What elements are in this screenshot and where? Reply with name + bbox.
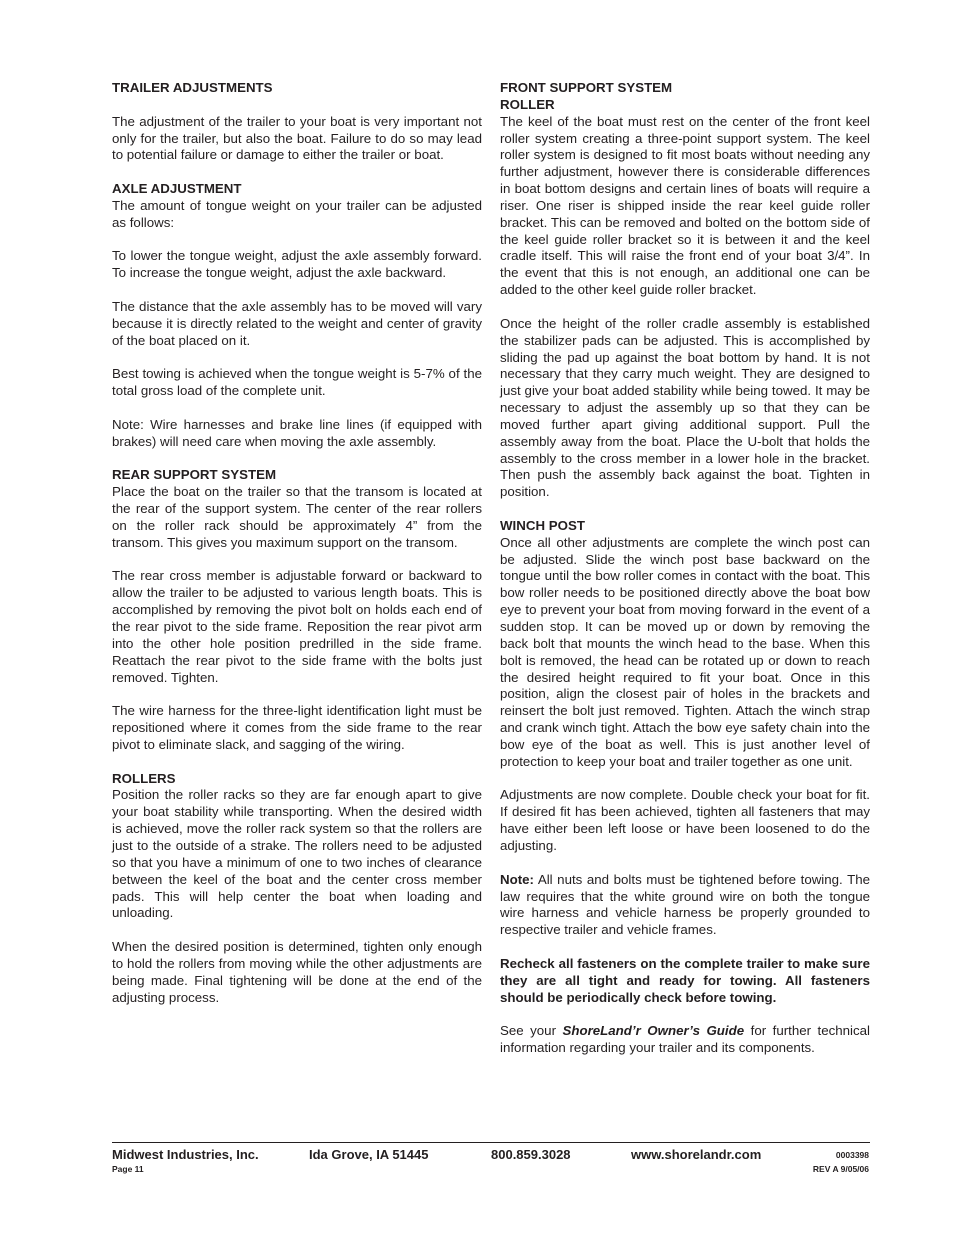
- rollers-paragraph-2-block: [112, 939, 482, 1006]
- footer-phone: 800.859.3028: [491, 1147, 571, 1162]
- heading-rollers: ROLLERS: [112, 770, 176, 786]
- footer-city: Ida Grove, IA 51445: [309, 1147, 429, 1162]
- section-rollers: [112, 771, 482, 923]
- section-trailer-adjustments: [112, 80, 482, 97]
- section-front-support: [500, 80, 870, 299]
- heading-rear-support-system: REAR SUPPORT SYSTEM: [112, 467, 277, 483]
- section-axle-adjustment: [112, 181, 482, 232]
- heading-front-support-system: FRONT SUPPORT SYSTEM: [500, 80, 673, 95]
- section-winch-post: [500, 518, 870, 771]
- axle-paragraph-2-block: [112, 248, 482, 282]
- trailer-adjustments-paragraph: The adjustment of the trailer to your boat is very important not only for the trailer, but also the boat. Failure to do so may lead to potential failure or damage to either the trailer or boat.: [112, 113, 482, 163]
- recheck-block: [500, 956, 870, 1007]
- see-guide-paragraph: [500, 1023, 870, 1057]
- axle-paragraph-3-block: [112, 299, 482, 350]
- axle-paragraph-5: Note: Wire harnesses and brake line lines (if equipped with brakes) will need care when moving the axle assembly.: [112, 416, 482, 449]
- note-paragraph: [500, 872, 870, 939]
- front-paragraph-1: The keel of the boat must rest on the center of the front keel roller system creating a three-point support system. The keel roller system is designed to fit most boats without needing any further adjustment, however there is considerable differences in boat bottom designs and certain lines of boats will require a riser. One riser is shipped inside the rear keel guide roller bracket. This can be removed and bolted on the bottom side of the keel guide roller bracket so it is between it and the keel cradle itself. This will raise the front end of your boat 3/4”. In the event that this is not enough, an additional one can be added to the other keel guide roller bracket.: [500, 113, 870, 298]
- trailer-adjustments-body: [112, 114, 482, 165]
- rear-paragraph-2-block: [112, 568, 482, 686]
- note-block: [500, 872, 870, 939]
- axle-paragraph-5-block: [112, 417, 482, 451]
- owners-guide-title: ShoreLand’r Owner’s Guide: [562, 1023, 745, 1039]
- front-paragraph-2: Once the height of the roller cradle assembly is established the stabilizer pads can be adjusted. This is accomplished by sliding the pad up against the boat bottom by hand. It is not necessary that they carry much weight. They are designed to just give your boat added stability while being towed. It may be necessary to adjust the assembly up so that they can be moved further apart giving additional support. Pull the assembly away from the boat. Place the U-bolt that holds the assembly to the cross member in a lower hole in the bracket. Then push the assembly back against the boat. Tighten in position.: [500, 315, 870, 500]
- footer-company: Midwest Industries, Inc.: [112, 1147, 259, 1162]
- winch-paragraph-2: Adjustments are now complete. Double check your boat for fit. If desired fit has been achieved, tighten all fasteners that may have either been left loose or have been loosened to do the adjusting.: [500, 787, 870, 853]
- left-column: [112, 80, 482, 1023]
- footer-revision: REV A 9/05/06: [812, 1164, 869, 1174]
- note-label: Note:: [500, 871, 534, 887]
- right-column: [500, 80, 870, 1074]
- see-guide-block: [500, 1023, 870, 1057]
- footer-doc-number: 0003398: [835, 1150, 869, 1160]
- footer-website: www.shorelandr.com: [631, 1147, 762, 1162]
- note-text: All nuts and bolts must be tightened before towing. The law requires that the white ground wire on both the tongue wire harness and vehicle harness be properly grounded to respective trailer and vehicle frames.: [500, 871, 870, 938]
- rollers-paragraph-2: When the desired position is determined, tighten only enough to hold the rollers from moving while the other adjustments are being made. Final tightening will be done at the end of the adjusting process.: [112, 939, 482, 1005]
- footer-page-number: Page 11: [112, 1164, 144, 1174]
- winch-paragraph-1: Once all other adjustments are complete the winch post can be adjusted. Slide the winch post base backward on the tongue until the bow roller comes in contact with the boat. This bow roller needs to be positioned directly above the boat bow eye to prevent your boat from moving forward in the event of a sudden stop. It can be moved up or down by removing the back bolt that mounts the winch head to the base. When this bolt is removed, the head can be rotated up or down to reach the desired height required to fit your boat. Once in this position, align the closest pair of holes in the brackets and reinsert the bolt just removed. Tighten. Attach the winch strap and crank winch tight. Attach the bow eye safety chain into the bow eye of the boat as well. This is just another level of protection to keep your boat and trailer together as one unit.: [500, 534, 870, 769]
- winch-paragraph-2-block: [500, 787, 870, 854]
- heading-trailer-adjustments: TRAILER ADJUSTMENTS: [112, 80, 273, 95]
- front-paragraph-2-block: [500, 316, 870, 501]
- heading-axle-adjustment: AXLE ADJUSTMENT: [112, 181, 242, 197]
- rear-paragraph-3-block: [112, 703, 482, 754]
- axle-paragraph-3: The distance that the axle assembly has to be moved will vary because it is directly related to the weight and center of gravity of the boat placed on it.: [112, 298, 482, 348]
- axle-paragraph-4: Best towing is achieved when the tongue weight is 5-7% of the total gross load of the complete unit.: [112, 366, 482, 399]
- axle-paragraph-2: To lower the tongue weight, adjust the axle assembly forward. To increase the tongue weight, adjust the axle backward.: [112, 248, 482, 281]
- footer-divider: [112, 1142, 870, 1143]
- heading-roller: ROLLER: [500, 96, 555, 112]
- section-rear-support: [112, 467, 482, 551]
- rear-paragraph-3: The wire harness for the three-light identification light must be repositioned where it comes from the side frame to the rear pivot to eliminate slack, and sagging of the wiring.: [112, 703, 482, 752]
- axle-paragraph-4-block: [112, 366, 482, 400]
- see-guide-suffix: for further technical information regarding your trailer and its components.: [500, 1023, 871, 1056]
- rear-paragraph-2: The rear cross member is adjustable forward or backward to allow the trailer to be adjusted to various length boats. This is accomplished by removing the pivot bolt on holds each end of the rear pivot to the side frame. Reposition the rear pivot arm into the other hole position predrilled in the side frame. Reattach the rear pivot to the side frame with the bolts just removed. Tighten.: [112, 568, 482, 685]
- see-guide-prefix: See your: [500, 1023, 563, 1039]
- rollers-paragraph-1: Position the roller racks so they are far enough apart to give your boat stability while transporting. When the desired width is achieved, move the roller rack system so that the rollers are just to the outside of a strake. The rollers need to be adjusted so that you have a minimum of one to two inches of clearance between the keel of the boat and the center cross member pads. This will help center the boat when loading and unloading.: [112, 787, 482, 921]
- axle-paragraph-1: The amount of tongue weight on your trailer can be adjusted as follows:: [112, 197, 482, 230]
- heading-winch-post: WINCH POST: [500, 517, 585, 533]
- recheck-paragraph: Recheck all fasteners on the complete trailer to make sure they are all tight and ready for towing. All fasteners should be periodically check before towing.: [500, 955, 870, 1005]
- rear-paragraph-1: Place the boat on the trailer so that the transom is located at the rear of the support system. The center of the rear rollers on the roller rack should be approximately 4” from the transom. This gives you maximum support on the transom.: [112, 484, 482, 550]
